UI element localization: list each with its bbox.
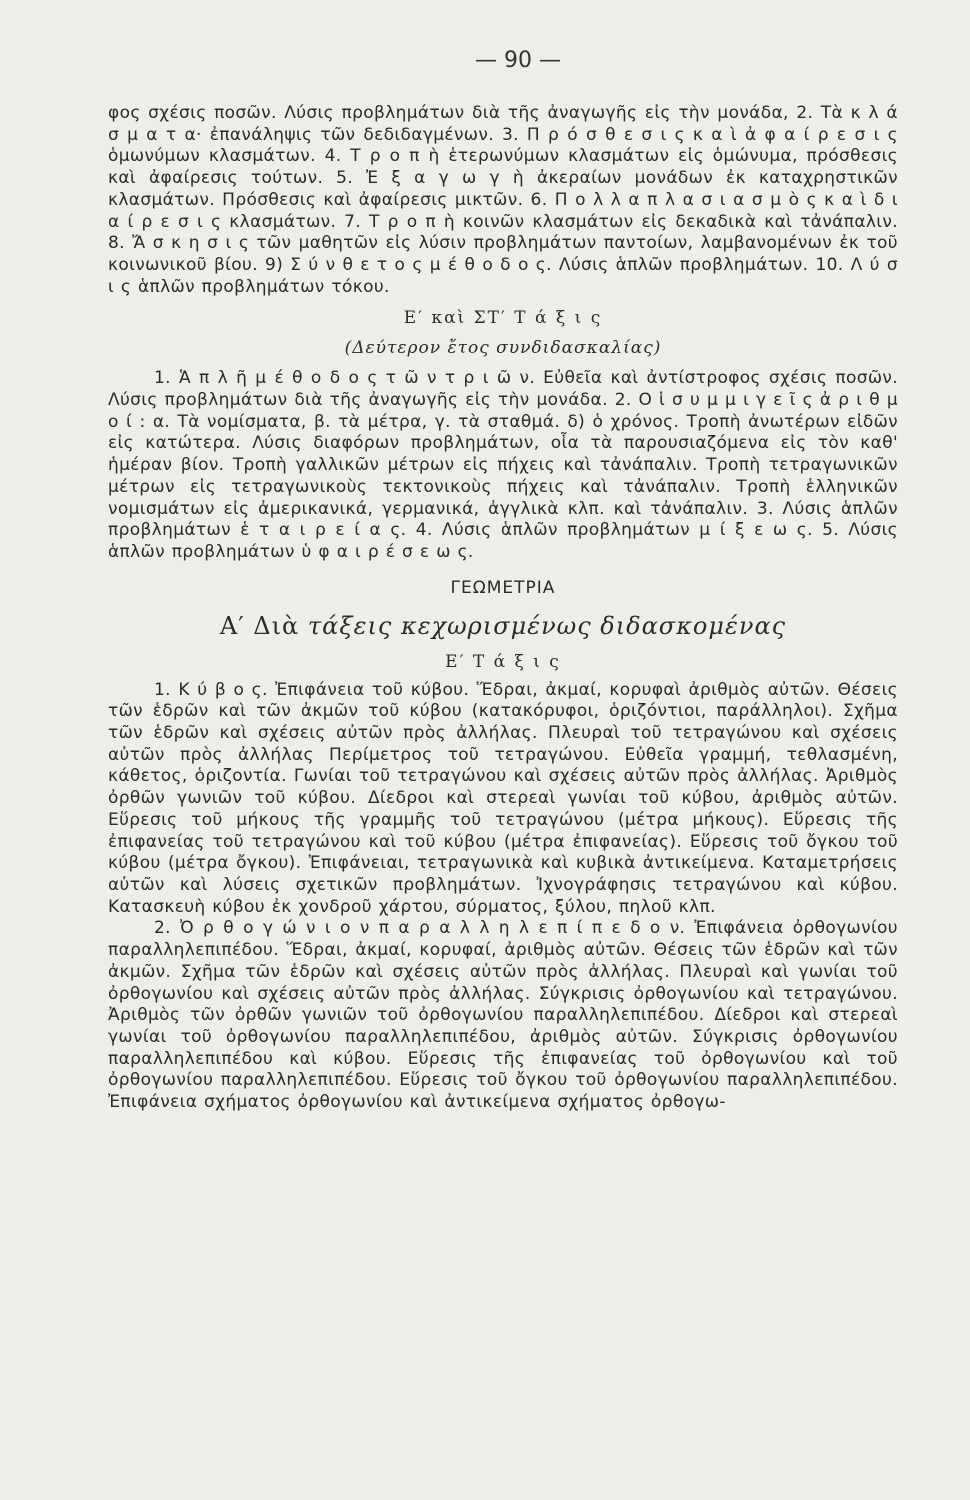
heading-class-e: Ε′ Τ ά ξ ι ς — [445, 651, 561, 672]
paragraph-cube: 1. Κ ύ β ο ς. Ἐπιφάνεια τοῦ κύβου. Ἕδραι, ἀκμαί, κορυφαὶ ἀριθμὸς αὐτῶν. Θέσεις τῶν ἑδρῶν καὶ τῶν ἀκμῶν τοῦ κύβου (κατακόρυφοι, ὁριζόντιοι, παράλληλοι). Σχῆμα τῶν ἑδρῶν καὶ σχέσεις αὐτῶν πρὸς ἀλλήλας. Πλευραὶ τοῦ τετραγώνου καὶ σχέσεις αὐτῶν πρὸς ἀλλήλας Περίμετρος τοῦ τετραγώνου. Εὐθεῖα γραμμή, τεθλασμένη, κάθετος, ὁριζοντία. Γωνίαι τοῦ τετραγώνου καὶ σχέσεις αὐτῶν πρὸς ἀλλήλας. Ἀριθμὸς ὀρθῶν γωνιῶν τοῦ κύβου. Δίεδροι καὶ στερεαὶ γωνίαι τοῦ κύβου, ἀριθμὸς αὐτῶν. Εὕρεσις τοῦ μήκους τῆς γραμμῆς τοῦ τετραγώνου (μέτρα μήκους). Εὕρεσις τῆς ἐπιφανείας τοῦ τετραγώνου καὶ τοῦ κύβου (μέτρα ἐπιφανείας). Εὕρεσις τοῦ ὄγκου τοῦ κύβου (μέτρα ὄγκου). Ἐπιφάνειαι, τετραγωνικὰ καὶ κυβικὰ ἀντικείμενα. Καταμετρήσεις αὐτῶν καὶ λύσεις σχετικῶν προβλημάτων. Ἰχνογράφησις τετραγώνου καὶ κύβου. Κατασκευὴ κύβου ἐκ χονδροῦ χάρτου, σύρματος, ξύλου, πηλοῦ κλπ. — [108, 679, 898, 917]
paragraph-rule-of-three: 1. Ἁ π λ ῆ μ έ θ ο δ ο ς τ ῶ ν τ ρ ι ῶ ν. Εὐθεῖα καὶ ἀντίστροφος σχέσις ποσῶν. Λύσις προβλημάτων διὰ τῆς ἀναγωγῆς εἰς τὴν μονάδα. 2. Ο ἱ σ υ μ μ ι γ ε ῖ ς ἀ ρ ι θ μ ο ί : α. Τὰ νομίσματα, β. τὰ μέτρα, γ. τὰ σταθμά. δ) ὁ χρόνος. Τροπὴ ἀνωτέρων εἰδῶν εἰς κατώτερα. Λύσις διαφόρων προβλημάτων, οἷα τὰ παρουσιαζόμενα εἰς τὸν καθ' ἡμέραν βίον. Τροπὴ γαλλικῶν μέτρων εἰς πήχεις καὶ τἀνάπαλιν. Τροπὴ τετραγωνικῶν μέτρων εἰς τετραγωνικοὺς τεκτονικοὺς πήχεις καὶ τἀνάπαλιν. Τροπὴ ἑλληνικῶν νομισμάτων εἰς ἀμερικανικά, γερμανικά, ἀγγλικὰ κλπ. καὶ τἀνάπαλιν. 3. Λύσις ἁπλῶν προβλημάτων ἑ τ α ι ρ ε ί α ς. 4. Λύσις ἁπλῶν προβλημάτων μ ί ξ ε ω ς. 5. Λύσις ἁπλῶν προβλημάτων ὑ φ α ι ρ έ σ ε ω ς. — [108, 368, 898, 562]
second-year-block — [108, 368, 898, 563]
section-geometry-title: ΓΕΩΜΕΤΡΙΑ — [450, 577, 556, 598]
main-title-prefix: Α′ Διὰ — [219, 611, 300, 640]
main-title-rest: τάξεις κεχωρισμένως διδασκομένας — [307, 611, 787, 640]
paragraph-parallelepiped: 2. Ὀ ρ θ ο γ ώ ν ι ο ν π α ρ α λ λ η λ ε π ί π ε δ ο ν. Ἐπιφάνεια ὀρθογωνίου παραλληλεπιπέδου. Ἕδραι, ἀκμαί, κορυφαί, ἀριθμὸς αὐτῶν. Θέσεις τῶν ἑδρῶν καὶ τῶν ἀκμῶν. Σχῆμα τῶν ἑδρῶν καὶ σχέσεις αὐτῶν πρὸς ἀλλήλας. Πλευραὶ καὶ γωνίαι τοῦ ὀρθογωνίου καὶ σχέσεις αὐτῶν πρὸς ἀλλήλας. Σύγκρισις ὀρθογωνίου καὶ τετραγώνου. Ἀριθμὸς τῶν ὀρθῶν γωνιῶν τοῦ ὀρθογωνίου παραλληλεπιπέδου. Δίεδροι καὶ στερεαὶ γωνίαι τοῦ ὀρθογωνίου παραλληλεπιπέδου, ἀριθμὸς αὐτῶν. Σύγκρισις ὀρθογωνίου παραλληλεπιπέδου καὶ κύβου. Εὕρεσις τῆς ἐπιφανείας τοῦ ὀρθογωνίου καὶ τοῦ ὀρθογωνίου παραλληλεπιπέδου. Εὕρεσις τοῦ ὄγκου τοῦ ὀρθογωνίου παραλληλεπιπέδου. Ἐπιφάνεια σχήματος ὀρθογωνίου καὶ ἀντικείμενα σχήματος ὀρθογω- — [108, 918, 898, 1113]
geometry-block — [108, 680, 898, 1114]
page-number: — 90 — — [475, 48, 561, 73]
arithmetic-continued-block — [108, 103, 898, 298]
heading-second-year: (Δεύτερον ἔτος συνδιδασκαλίας) — [344, 338, 662, 359]
heading-classes-e-st: Ε′ καὶ ΣΤ′ Τ ά ξ ι ς — [403, 308, 603, 329]
geometry-main-title — [108, 612, 898, 640]
paragraph-fractions: φος σχέσις ποσῶν. Λύσις προβλημάτων διὰ τῆς ἀναγωγῆς εἰς τὴν μονάδα, 2. Τὰ κ λ ά σ μ α τ α· ἐπανάληψις τῶν δεδιδαγμένων. 3. Π ρ ό σ θ ε σ ι ς κ α ὶ ἀ φ α ί ρ ε σ ι ς ὁμωνύμων κλασμάτων. 4. Τ ρ ο π ὴ ἑτερωνύμων κλασμάτων εἰς ὁμώνυμα, πρόσθεσις καὶ ἀφαίρεσις τούτων. 5. Ἐ ξ α γ ω γ ὴ ἀκεραίων μονάδων ἐκ καταχρηστικῶν κλασμάτων. Πρόσθεσις καὶ ἀφαίρεσις μικτῶν. 6. Π ο λ λ α π λ α σ ι α σ μ ὸ ς κ α ὶ δ ι α ί ρ ε σ ι ς κλασμάτων. 7. Τ ρ ο π ὴ κοινῶν κλασμάτων εἰς δεκαδικὰ καὶ τἀνάπαλιν. 8. Ἄ σ κ η σ ι ς τῶν μαθητῶν εἰς λύσιν προβλημάτων παντοίων, λαμβανομένων ἐκ τοῦ κοινωνικοῦ βίου. 9) Σ ύ ν θ ε τ ο ς μ έ θ ο δ ο ς. Λύσις ἁπλῶν προβλημάτων. 10. Λ ύ σ ι ς ἁπλῶν προβλημάτων τόκου. — [108, 103, 898, 297]
